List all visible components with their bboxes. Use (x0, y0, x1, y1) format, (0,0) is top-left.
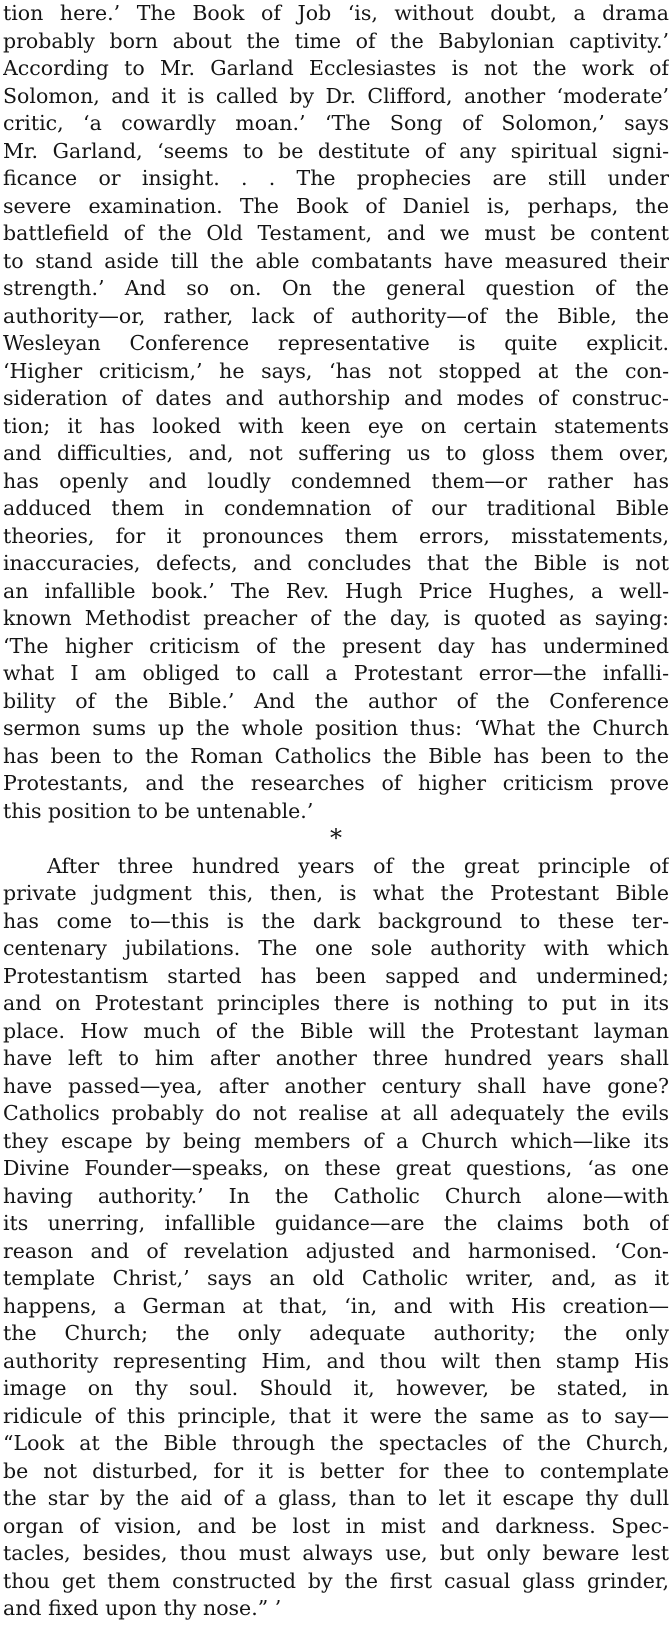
text-line: has openly and loudly condemned them—or rather has (3, 468, 669, 493)
document-page (3, 0, 669, 1623)
text-line: happens, a German at that, ‘in, and with His creation— (3, 1293, 669, 1318)
text-line: tion; it has looked with keen eye on certain statements (3, 413, 669, 438)
text-line: reason and of revelation adjusted and harmonised. ‘Con- (3, 1238, 669, 1263)
text-line: has come to—this is the dark background to these ter- (3, 908, 669, 933)
text-line: what I am obliged to call a Protestant error—the infalli- (3, 661, 669, 685)
text-line: ficance or insight. . . The prophecies are still under (3, 166, 669, 190)
text-line: centenary jubilations. The one sole authority with which (3, 936, 669, 960)
text-line: having authority.’ In the Catholic Church alone—with (3, 1183, 669, 1208)
paragraph-1 (3, 0, 669, 825)
text-line: the star by the aid of a glass, than to let it escape thy dull (3, 1486, 669, 1510)
text-line: Mr. Garland, ‘seems to be destitute of any spiritual signi- (3, 138, 669, 163)
text-line: “Look at the Bible through the spectacles of the Church, (3, 1431, 669, 1455)
text-line: have left to him after another three hundred years shall (3, 1046, 669, 1070)
text-line: image on thy soul. Should it, however, be stated, in (3, 1376, 669, 1400)
text-line: its unerring, infallible guidance—are the claims both of (3, 1211, 669, 1235)
text-line: bility of the Bible.’ And the author of the Conference (3, 688, 669, 713)
text-line: thou get them constructed by the first casual glass grinder, (3, 1568, 669, 1593)
text-line: theories, for it pronounces them errors, misstatements, (3, 523, 669, 548)
text-line: organ of vision, and be lost in mist and darkness. Spec- (3, 1513, 669, 1538)
text-line: According to Mr. Garland Ecclesiastes is not the work of (3, 56, 669, 80)
text-line: battlefield of the Old Testament, and we must be content (3, 221, 669, 245)
text-line: Solomon, and it is called by Dr. Clifford, another ‘moderate’ (3, 83, 669, 108)
text-line: and on Protestant principles there is nothing to put in its (3, 991, 669, 1015)
text-line: ‘Higher criticism,’ he says, ‘has not stopped at the con- (3, 358, 669, 383)
text-line: tion here.’ The Book of Job ‘is, without doubt, a drama (3, 1, 669, 25)
text-line: Divine Founder—speaks, on these great questions, ‘as one (3, 1156, 669, 1180)
text-line: ‘The higher criticism of the present day has undermined (3, 633, 669, 658)
text-line: inaccuracies, defects, and concludes that the Bible is not (3, 551, 669, 575)
text-line: to stand aside till the able combatants have measured their (3, 248, 669, 273)
text-line: place. How much of the Bible will the Protestant layman (3, 1018, 669, 1043)
text-line: the Church; the only adequate authority; the only (3, 1321, 669, 1345)
text-line: has been to the Roman Catholics the Bible has been to the (3, 743, 669, 768)
text-line: tacles, besides, thou must always use, but only beware lest (3, 1541, 669, 1565)
paragraph-2 (3, 853, 669, 1623)
text-line: critic, ‘a cowardly moan.’ ‘The Song of Solomon,’ says (3, 111, 669, 135)
text-line: Wesleyan Conference representative is quite explicit. (3, 331, 669, 355)
text-line: ridicule of this principle, that it were the same as to say— (3, 1403, 669, 1428)
text-line: strength.’ And so on. On the general question of the (3, 276, 669, 300)
text-line: authority—or, rather, lack of authority—of the Bible, the (3, 303, 669, 328)
text-line: probably born about the time of the Babylonian captivity.’ (3, 28, 669, 53)
text-line: severe examination. The Book of Daniel is, perhaps, the (3, 193, 669, 218)
text-line: have passed—yea, after another century shall have gone? (3, 1073, 669, 1098)
text-line: After three hundred years of the great principle of (47, 853, 669, 878)
text-line: authority representing Him, and thou wilt then stamp His (3, 1348, 669, 1373)
text-line: template Christ,’ says an old Catholic writer, and, as it (3, 1266, 669, 1290)
text-line: known Methodist preacher of the day, is quoted as saying: (3, 606, 669, 630)
text-line: Catholics probably do not realise at all adequately the evils (3, 1101, 669, 1125)
text-line: adduced them in condemnation of our traditional Bible (3, 496, 669, 520)
section-separator: * (330, 824, 342, 852)
text-line: they escape by being members of a Church which—like its (3, 1128, 669, 1153)
text-line: sideration of dates and authorship and modes of construc- (3, 386, 669, 410)
text-line: Protestants, and the researches of higher criticism prove (3, 771, 669, 795)
text-line: be not disturbed, for it is better for thee to contemplate (3, 1458, 669, 1483)
text-line: this position to be untenable.’ (3, 798, 314, 823)
text-line: an infallible book.’ The Rev. Hugh Price Hughes, a well- (3, 578, 669, 603)
text-line: and difficulties, and, not suffering us to gloss them over, (3, 441, 669, 465)
text-line: sermon sums up the whole position thus: ‘What the Church (3, 716, 669, 740)
text-line: Protestantism started has been sapped and undermined; (3, 963, 669, 988)
text-line: private judgment this, then, is what the Protestant Bible (3, 881, 669, 905)
text-line: and fixed upon thy nose.” ’ (3, 1596, 282, 1620)
